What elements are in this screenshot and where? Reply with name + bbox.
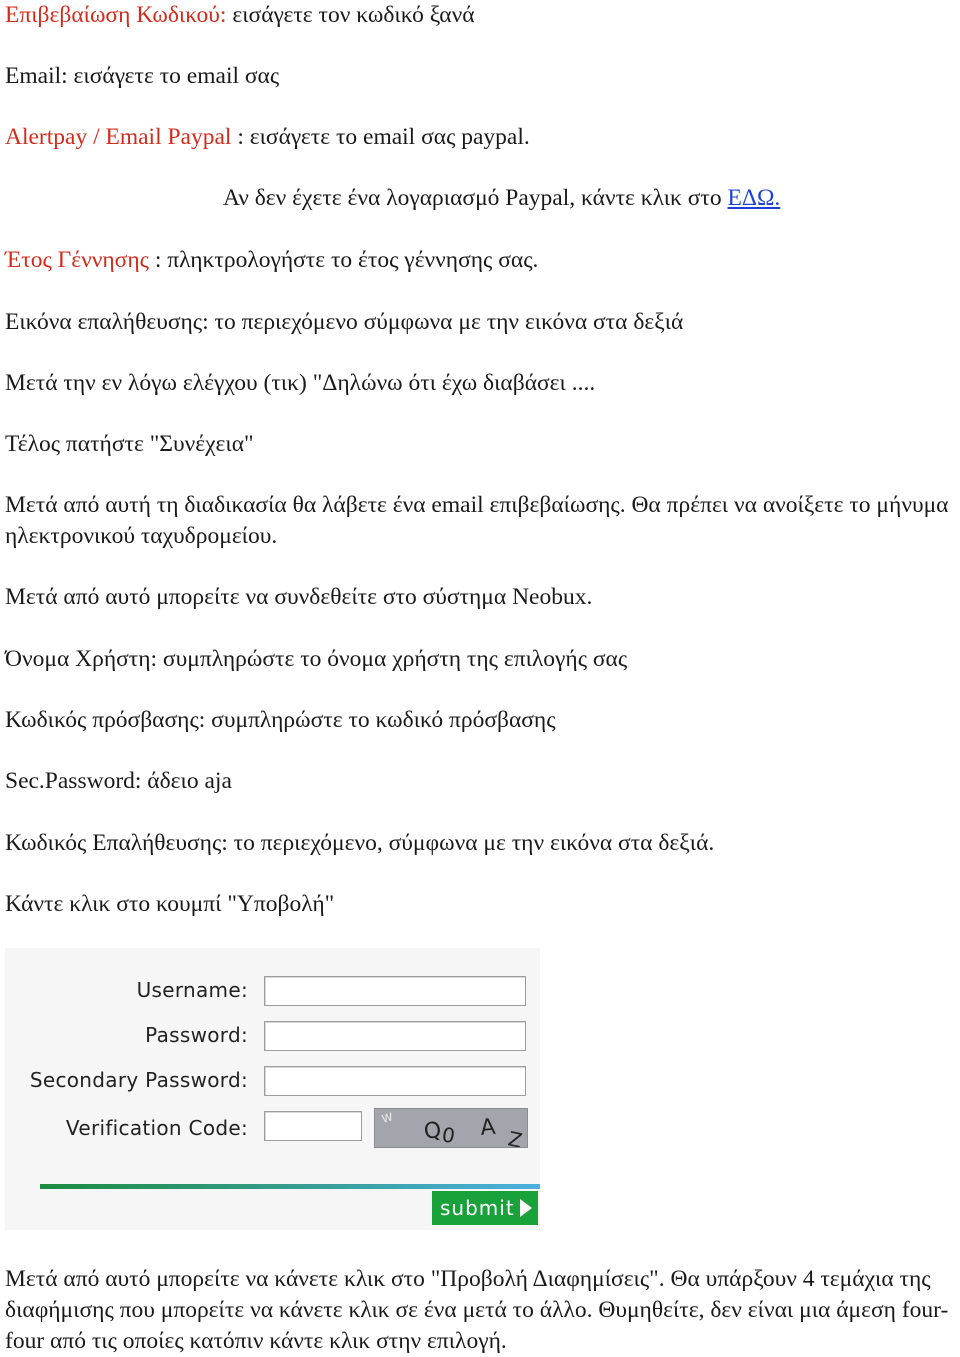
line-alertpay	[5, 122, 530, 152]
secondary-password-input[interactable]	[264, 1066, 526, 1096]
line-login-neobux: Μετά από αυτό μπορείτε να συνδεθείτε στο σύστημα Neobux.	[5, 584, 593, 610]
line-click-submit: Κάντε κλικ στο κουμπί "Υποβολή"	[5, 891, 335, 917]
svg-text:Q: Q	[422, 1117, 443, 1145]
password-input[interactable]	[264, 1021, 526, 1051]
submit-label: submit	[440, 1196, 515, 1220]
alertpay-label: Alertpay / Email Paypal	[5, 124, 232, 150]
birth-year-label: Έτος Γέννησης	[5, 247, 149, 273]
line-verification-code: Κωδικός Επαλήθευσης: το περιεχόμενο, σύμφωνα με την εικόνα στα δεξιά.	[5, 830, 715, 856]
verification-code-input[interactable]	[264, 1111, 362, 1141]
password-label: Password:	[145, 1023, 248, 1047]
submit-button[interactable]	[432, 1191, 538, 1225]
line-username: Όνομα Χρήστη: συμπληρώστε το όνομα χρήστη της επιλογής σας	[5, 646, 628, 672]
play-arrow-icon	[520, 1199, 532, 1217]
username-label: Username:	[136, 978, 248, 1002]
svg-text:A: A	[479, 1114, 497, 1141]
line-password-confirm	[5, 0, 475, 30]
birth-year-text: : πληκτρολογήστε το έτος γέννησης σας.	[148, 247, 539, 273]
svg-text:0: 0	[440, 1122, 457, 1147]
line-paypal-note	[223, 183, 780, 213]
form-divider	[40, 1184, 540, 1189]
captcha-glyphs	[375, 1109, 527, 1147]
here-link[interactable]: ΕΔΩ.	[727, 185, 781, 211]
line-email: Email: εισάγετε το email σας	[5, 63, 280, 89]
verification-code-label: Verification Code:	[65, 1116, 248, 1140]
svg-text:W: W	[380, 1110, 395, 1126]
username-input[interactable]	[264, 976, 526, 1006]
line-tick-declare: Μετά την εν λόγω ελέγχου (τικ) "Δηλώνω ότι έχω διαβάσει ....	[5, 370, 596, 396]
svg-text:Z: Z	[505, 1126, 525, 1147]
alertpay-text: : εισάγετε το email σας paypal.	[231, 124, 530, 150]
line-password: Κωδικός πρόσβασης: συμπληρώστε το κωδικό πρόσβασης	[5, 707, 556, 733]
paragraph-view-ads: Μετά από αυτό μπορείτε να κάνετε κλικ στο "Προβολή Διαφημίσεις". Θα υπάρξουν 4 τεμάχια της διαφήμισης που μπορείτε να κάνετε κλικ σε ένα μετά το άλλο. Θυμηθείτε, δεν είναι μια άμεση four-four από τις οποίες κατόπιν κάντε κλικ στην επιλογή.	[5, 1266, 949, 1354]
paragraph-confirmation-email: Μετά από αυτή τη διαδικασία θα λάβετε ένα email επιβεβαίωσης. Θα πρέπει να ανοίξετε το μήνυμα ηλεκτρονικού ταχυδρομείου.	[5, 492, 949, 549]
password-confirm-text: εισάγετε τον κωδικό ξανά	[226, 2, 475, 28]
paypal-note-text: Αν δεν έχετε ένα λογαριασμό Paypal, κάντε κλικ στο	[223, 185, 728, 211]
line-verification-image: Εικόνα επαλήθευσης: το περιεχόμενο σύμφωνα με την εικόνα στα δεξιά	[5, 309, 684, 335]
line-birth-year	[5, 245, 538, 275]
password-confirm-label: Επιβεβαίωση Κωδικού:	[5, 2, 227, 28]
line-sec-password: Sec.Password: άδειο aja	[5, 768, 232, 794]
secondary-password-label: Secondary Password:	[29, 1068, 248, 1092]
line-press-continue: Τέλος πατήστε "Συνέχεια"	[5, 431, 254, 457]
captcha-image	[374, 1108, 528, 1148]
login-form-screenshot	[5, 948, 540, 1230]
